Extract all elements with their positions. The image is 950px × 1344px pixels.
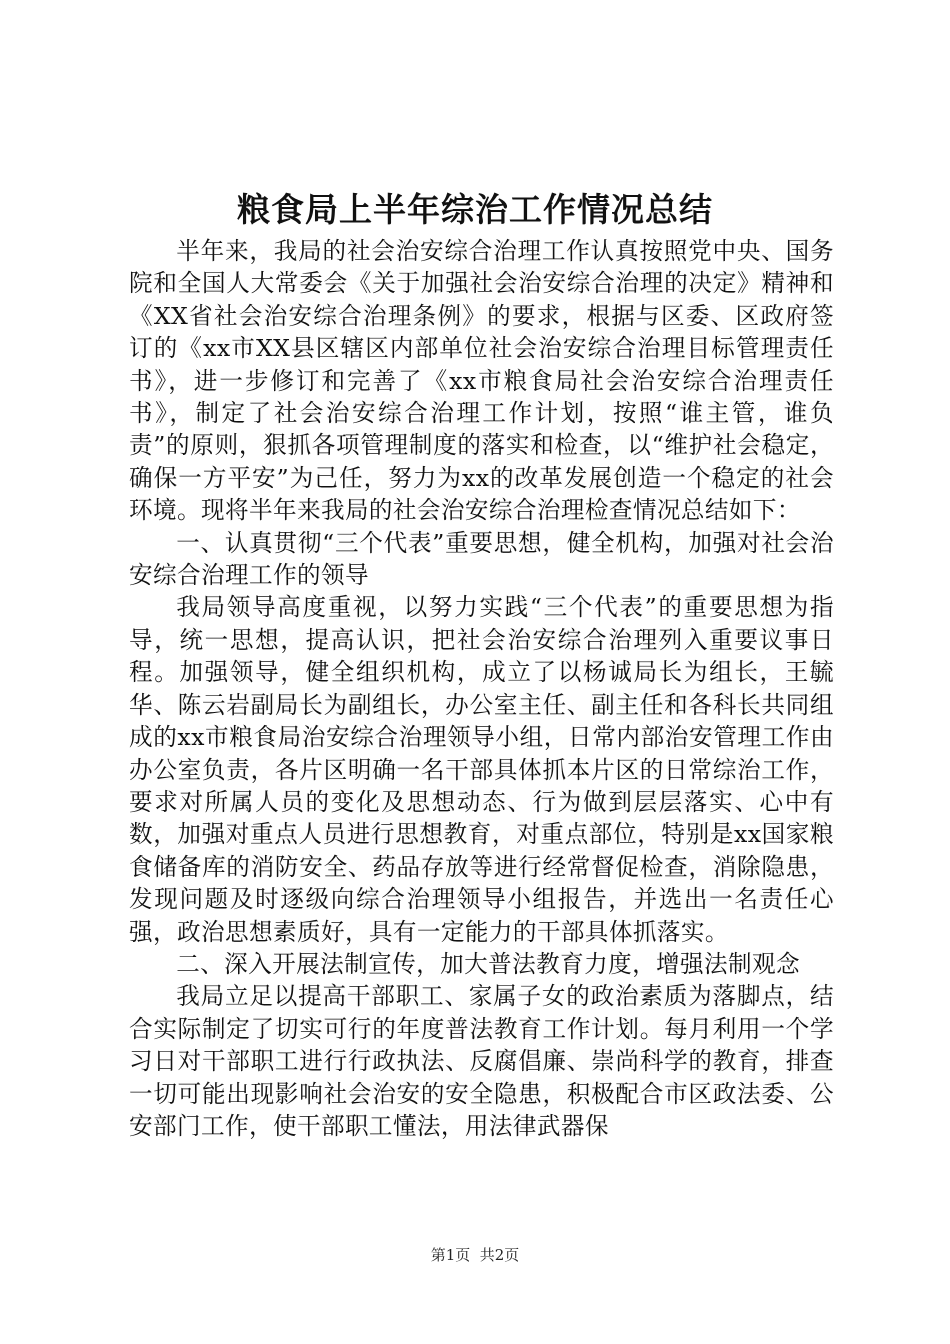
document-body bbox=[129, 235, 834, 1142]
page-footer bbox=[0, 1245, 950, 1265]
paragraph-section-2: 我局立足以提高干部职工、家属子女的政治素质为落脚点，结合实际制定了切实可行的年度普法教育工作计划。每月利用一个学习日对干部职工进行行政执法、反腐倡廉、崇尚科学的教育，排查一切可能出现影响社会治安的安全隐患，积极配合市区政法委、公安部门工作，使干部职工懂法，用法律武器保 bbox=[129, 982, 834, 1140]
paragraph-section-1: 我局领导高度重视，以努力实践“三个代表”的重要思想为指导，统一思想，提高认识，把社会治安综合治理列入重要议事日程。加强领导，健全组织机构，成立了以杨诚局长为组长，王毓华、陈云岩副局长为副组长，办公室主任、副主任和各科长共同组成的xx市粮食局治安综合治理领导小组，日常内部治安管理工作由办公室负责，各片区明确一名干部具体抓本片区的日常综治工作，要求对所属人员的变化及思想动态、行为做到层层落实、心中有数，加强对重点人员进行思想教育，对重点部位，特别是xx国家粮食储备库的消防安全、药品存放等进行经常督促检查，消除隐患，发现问题及时逐级向综合治理领导小组报告，并选出一名责任心强，政治思想素质好，具有一定能力的干部具体抓落实。 bbox=[129, 593, 834, 946]
heading-section-1: 一、认真贯彻“三个代表”重要思想，健全机构，加强对社会治安综合治理工作的领导 bbox=[129, 528, 834, 590]
page-number: 第1页 共2页 bbox=[430, 1246, 520, 1264]
heading-section-2: 二、深入开展法制宣传，加大普法教育力度，增强法制观念 bbox=[176, 949, 801, 978]
document-title: 粮食局上半年综治工作情况总结 bbox=[237, 190, 713, 229]
paragraph-intro: 半年来，我局的社会治安综合治理工作认真按照党中央、国务院和全国人大常委会《关于加强社会治安综合治理的决定》精神和《XX省社会治安综合治理条例》的要求，根据与区委、区政府签订的《xx市XX县区辖区内部单位社会治安综合治理目标管理责任书》，进一步修订和完善了《xx市粮食局社会治安综合治理责任书》，制定了社会治安综合治理工作计划，按照“谁主管，谁负责”的原则，狠抓各项管理制度的落实和检查，以“维护社会稳定，确保一方平安”为己任，努力为xx的改革发展创造一个稳定的社会环境。现将半年来我局的社会治安综合治理检查情况总结如下： bbox=[129, 237, 834, 525]
